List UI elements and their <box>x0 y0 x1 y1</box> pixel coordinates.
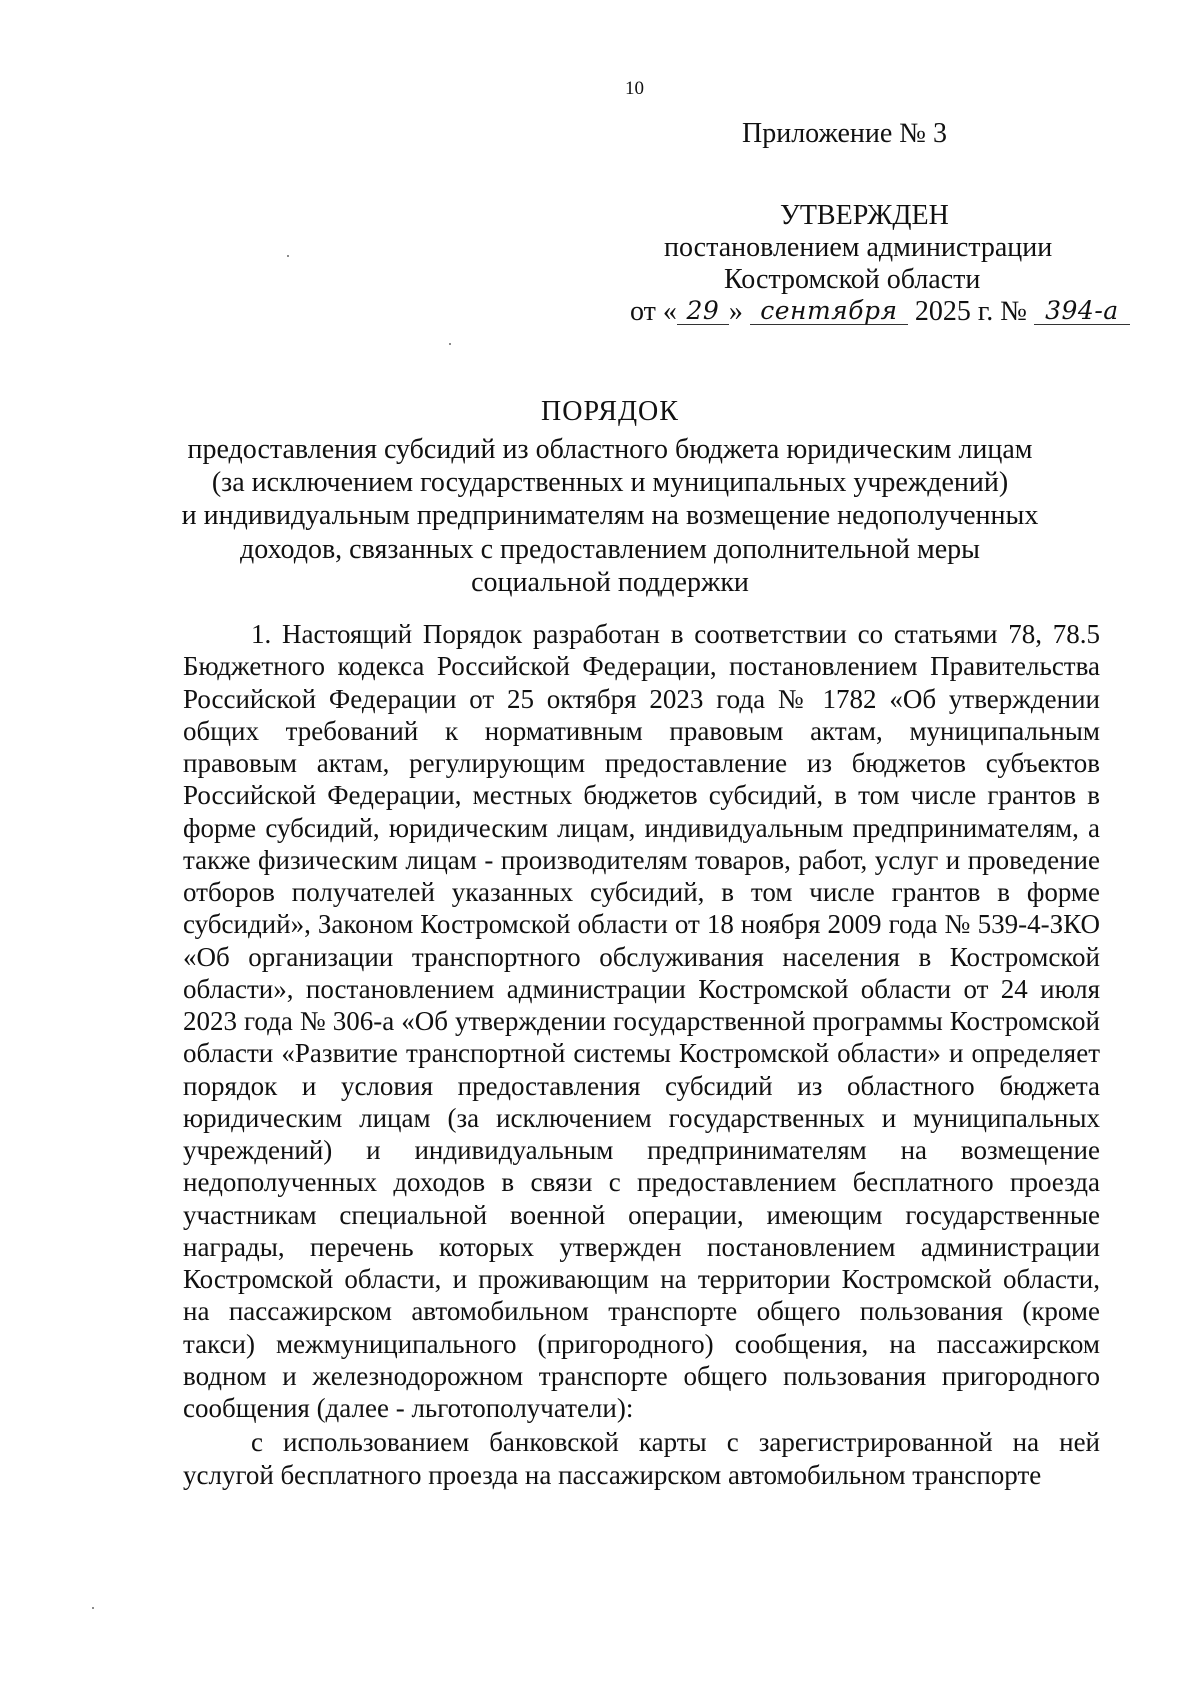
handwritten-month: сентября <box>750 298 908 325</box>
subtitle-line: социальной поддержки <box>471 567 749 598</box>
document-body <box>183 618 1100 1491</box>
date-separator: » <box>728 296 743 327</box>
document-title: ПОРЯДОК <box>541 396 679 427</box>
scan-speck <box>287 255 289 257</box>
subtitle-line: предоставления субсидий из областного бюджета юридическим лицам <box>187 433 1033 465</box>
document-subtitle <box>160 433 1060 600</box>
subtitle-line: и индивидуальным предпринимателям на возмещение недополученных <box>181 500 1039 532</box>
approved-region-line: Костромской области <box>724 264 981 295</box>
date-prefix: от « <box>630 296 677 327</box>
attachment-label: Приложение № 3 <box>742 118 947 149</box>
scan-speck <box>449 343 451 345</box>
approval-date-line <box>630 296 1130 329</box>
date-year: 2025 г. № <box>907 296 1027 327</box>
subtitle-line: (за исключением государственных и муниципальных учреждений) <box>211 467 1009 499</box>
body-paragraph: с использованием банковской карты с зарегистрированной на ней услугой бесплатного проезда на пассажирском автомобильном транспорте <box>183 1427 1100 1490</box>
approved-heading: УТВЕРЖДЕН <box>780 200 949 231</box>
approved-by-line: постановлением администрации <box>664 232 1053 263</box>
subtitle-line: доходов, связанных с предоставлением дополнительной меры <box>240 533 980 565</box>
scan-speck <box>92 1607 94 1609</box>
document-title-block <box>160 396 1060 599</box>
page-number: 10 <box>625 78 644 99</box>
handwritten-day: 29 <box>677 298 729 325</box>
body-paragraph: 1. Настоящий Порядок разработан в соответствии со статьями 78, 78.5 Бюджетного кодекса Российской Федерации, постановлением Правительства Российской Федерации от 25 октября 2023 года № 1782 «Об утверждении общих требований к нормативным правовым актам, муниципальным правовым актам, регулирующим предоставление из бюджетов субъектов Российской Федерации, местных бюджетов субсидий, в том числе грантов в форме субсидий, юридическим лицам, индивидуальным предпринимателям, а также физическим лицам - производителям товаров, работ, услуг и проведение отборов получателей указанных субсидий, в том числе грантов в форме субсидий», Законом Костромской области от 18 ноября 2009 года № 539-4-ЗКО «Об организации транспортного обслуживания населения в Костромской области», постановлением администрации Костромской области от 24 июля 2023 года № 306-а «Об утверждении государственной программы Костромской области «Развитие транспортной системы Костромской области» и определяет порядок и условия предоставления субсидий из областного бюджета юридическим лицам (за исключением государственных и муниципальных учреждений) и индивидуальным предпринимателям на возмещение недополученных доходов в связи с предоставлением бесплатного проезда участникам специальной военной операции, имеющим государственные награды, перечень которых утвержден постановлением администрации Костромской области, и проживающим на территории Костромской области, на пассажирском автомобильном транспорте общего пользования (кроме такси) межмуниципального (пригородного) сообщения, на пассажирском водном и железнодорожном транспорте общего пользования пригородного сообщения (далее - льготополучатели): <box>183 619 1100 1423</box>
handwritten-decree-number: 394-а <box>1034 298 1130 325</box>
